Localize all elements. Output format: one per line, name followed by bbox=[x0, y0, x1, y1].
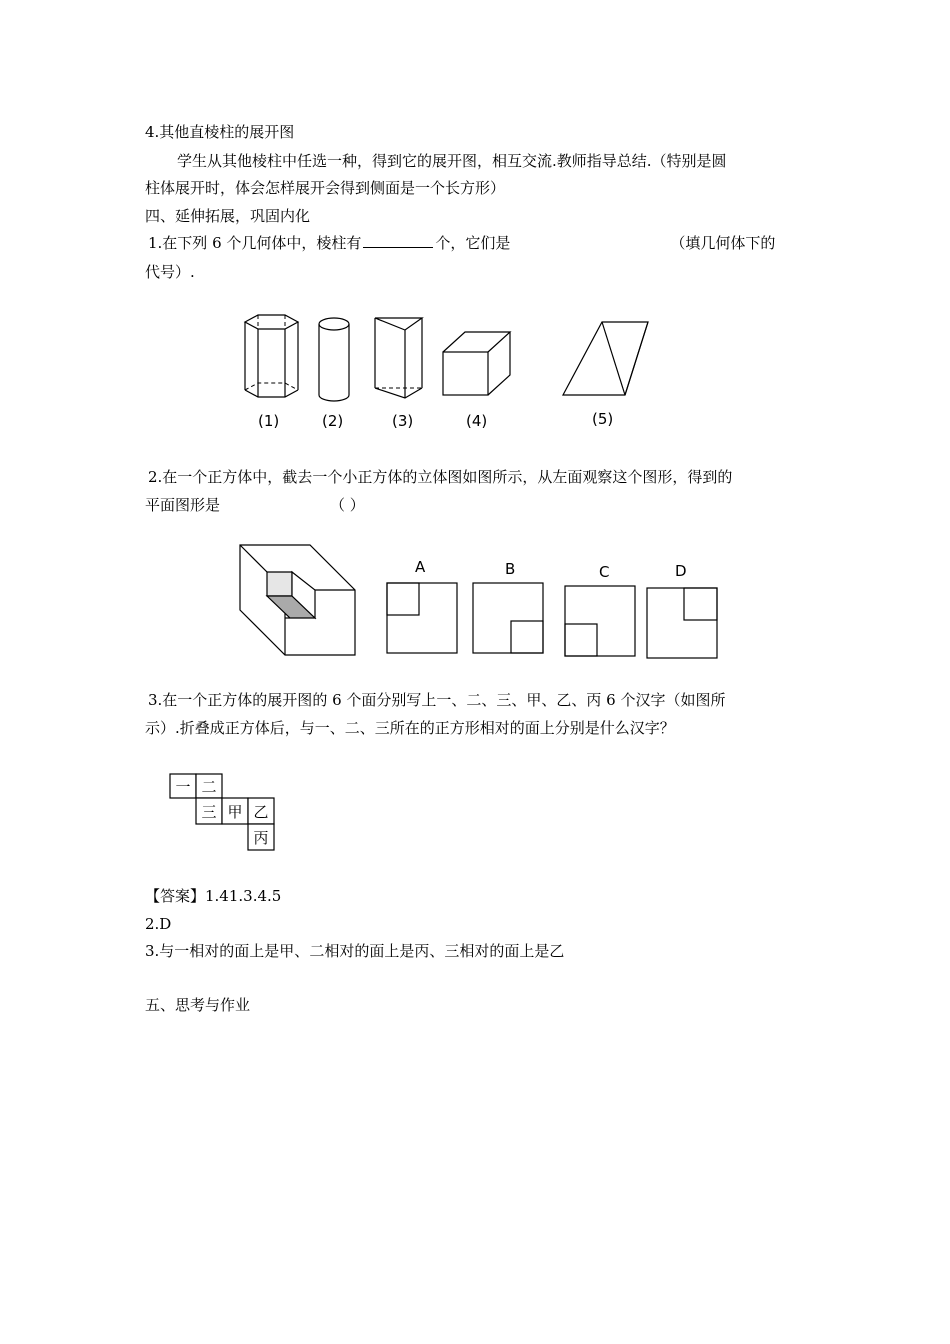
option-d[interactable] bbox=[647, 562, 717, 658]
question-1-text-a: 1.在下列 6 个几何体中，棱柱有 bbox=[148, 234, 362, 252]
solid-2-cylinder bbox=[319, 318, 349, 401]
net-cell-bing bbox=[248, 824, 274, 850]
option-a-label: A bbox=[415, 558, 426, 576]
solid-4-cuboid bbox=[443, 332, 510, 395]
option-b-label: B bbox=[505, 560, 516, 578]
answer-blank[interactable] bbox=[363, 233, 433, 248]
net-label-yi2: 乙 bbox=[253, 803, 269, 821]
question-2-line1: 2.在一个正方体中，截去一个小正方体的立体图如图所示，从左面观察这个图形，得到的 bbox=[148, 468, 733, 486]
solid-1-hexagonal-prism bbox=[245, 315, 298, 397]
option-d-label: D bbox=[675, 562, 687, 580]
question-1-line2: 代号）. bbox=[145, 263, 195, 281]
option-c[interactable] bbox=[565, 563, 635, 656]
cube-net-figure bbox=[168, 772, 278, 854]
solid-label-1: (1) bbox=[258, 412, 280, 430]
section-4-para-line1: 学生从其他棱柱中任选一种，得到它的展开图，相互交流.教师指导总结.（特别是圆 bbox=[177, 152, 727, 170]
question-1-text-c: （填几何体下的 bbox=[670, 234, 776, 252]
answer-line-3: 3.与一相对的面上是甲、二相对的面上是丙、三相对的面上是乙 bbox=[145, 942, 565, 960]
answer-line-2: 2.D bbox=[145, 915, 172, 933]
solid-label-2: (2) bbox=[322, 412, 344, 430]
solid-label-4: (4) bbox=[466, 412, 488, 430]
solid-label-5: (5) bbox=[592, 410, 614, 428]
solids-figure bbox=[230, 310, 670, 440]
cube-with-cutout bbox=[240, 545, 355, 655]
solid-label-3: (3) bbox=[392, 412, 414, 430]
question-1-text-b: 个，它们是 bbox=[435, 234, 511, 252]
net-cell-er bbox=[196, 774, 222, 798]
net-label-yi: 一 bbox=[175, 778, 191, 796]
question-2-answer-paren[interactable]: （ ） bbox=[330, 496, 365, 514]
question-2-text-b: 平面图形是 bbox=[145, 496, 221, 514]
net-label-bing: 丙 bbox=[253, 829, 269, 847]
question-1-line1 bbox=[148, 233, 775, 253]
net-label-er: 二 bbox=[201, 778, 217, 796]
net-cell-yi2 bbox=[248, 798, 274, 824]
net-label-jia: 甲 bbox=[227, 803, 243, 821]
solid-5-oblique-prism bbox=[563, 322, 648, 395]
net-cell-san bbox=[196, 798, 222, 824]
net-cell-yi bbox=[170, 774, 196, 798]
option-c-label: C bbox=[599, 563, 610, 581]
section-4-title: 4.其他直棱柱的展开图 bbox=[145, 123, 295, 141]
cube-cutout-figure bbox=[235, 540, 725, 670]
question-3-line1: 3.在一个正方体的展开图的 6 个面分别写上一、二、三、甲、乙、丙 6 个汉字（如图所 bbox=[148, 691, 726, 709]
option-a[interactable] bbox=[387, 558, 457, 653]
solid-3-triangular-prism bbox=[375, 318, 422, 398]
net-cell-jia bbox=[222, 798, 248, 824]
question-3-line2: 示）.折叠成正方体后，与一、二、三所在的正方形相对的面上分别是什么汉字？ bbox=[145, 719, 675, 737]
section-4-para-line2: 柱体展开时，体会怎样展开会得到侧面是一个长方形） bbox=[145, 179, 506, 197]
question-2-line2 bbox=[145, 495, 365, 515]
answer-line-1: 【答案】1.41.3.4.5 bbox=[145, 887, 282, 905]
section-extension-title: 四、延伸拓展，巩固内化 bbox=[145, 207, 311, 225]
net-label-san: 三 bbox=[201, 803, 217, 821]
option-b[interactable] bbox=[473, 560, 543, 653]
section-homework-title: 五、思考与作业 bbox=[145, 996, 251, 1014]
